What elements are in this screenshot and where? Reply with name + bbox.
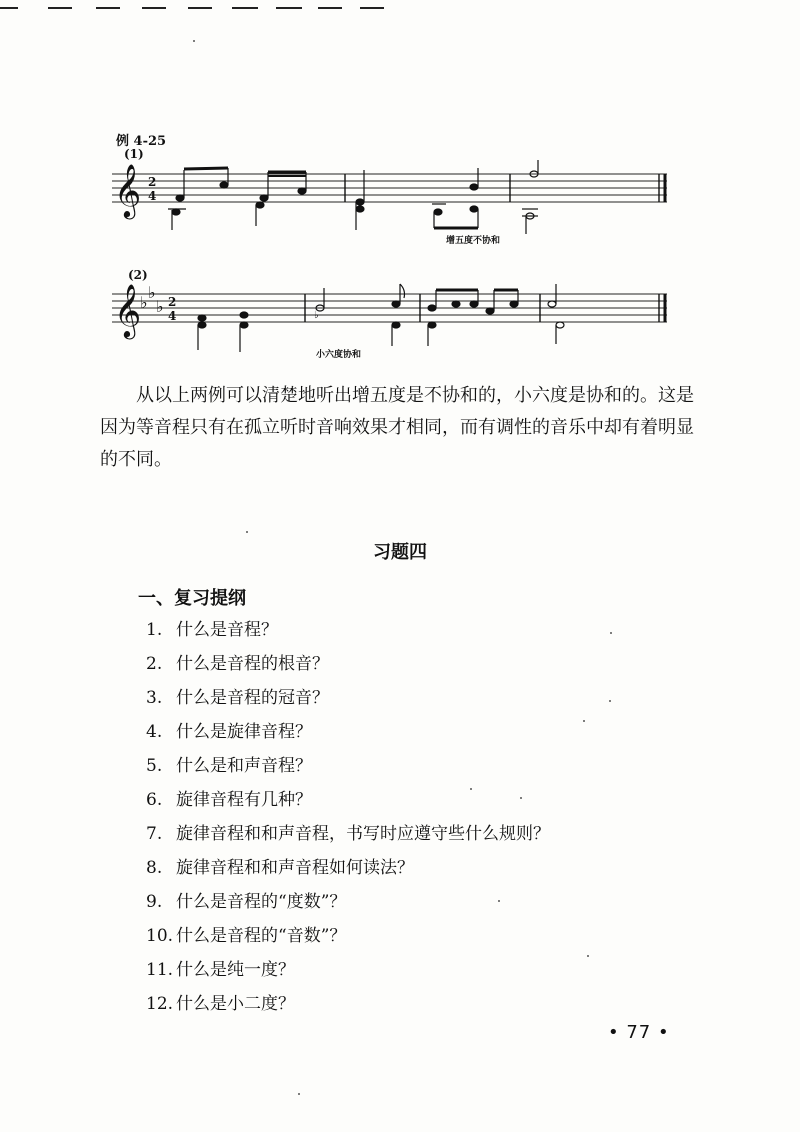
question-text: 什么是音程？ <box>176 620 278 640</box>
outline-heading: 一、复习提纲 <box>138 588 246 609</box>
scan-speck <box>587 955 589 957</box>
svg-text:♭: ♭ <box>140 293 148 312</box>
svg-text:♭: ♭ <box>314 310 319 321</box>
question-number: 4. <box>146 722 163 742</box>
scan-speck <box>498 900 500 902</box>
question-item <box>146 749 550 783</box>
example-label: 例 4-25 <box>116 134 167 149</box>
example-part1-label: (1) <box>124 147 144 161</box>
svg-text:2: 2 <box>168 295 177 309</box>
caption-augmented-fifth: 增五度不协和 <box>446 236 501 246</box>
question-text: 什么是旋律音程？ <box>176 722 312 742</box>
scan-speck <box>246 531 248 533</box>
section-title: 习题四 <box>373 542 427 563</box>
scan-speck <box>583 720 585 722</box>
scan-speck <box>298 1093 300 1095</box>
question-number: 10. <box>146 926 174 946</box>
question-number: 9. <box>146 892 163 912</box>
question-number: 11. <box>146 960 174 980</box>
question-number: 8. <box>146 858 163 878</box>
example-part2-label: (2) <box>128 268 148 282</box>
question-text: 旋律音程和和声音程如何读法？ <box>176 858 414 878</box>
question-text: 什么是纯一度？ <box>176 960 295 980</box>
question-number: 3. <box>146 688 163 708</box>
question-text: 什么是和声音程？ <box>176 756 312 776</box>
question-item <box>146 715 550 749</box>
question-item <box>146 681 550 715</box>
scan-speck <box>470 788 472 790</box>
question-number: 7. <box>146 824 163 844</box>
question-item <box>146 817 550 851</box>
scan-speck <box>610 632 612 634</box>
question-text: 什么是音程的冠音？ <box>176 688 329 708</box>
question-item <box>146 851 550 885</box>
question-item <box>146 953 550 987</box>
page-number: • 77 • <box>608 1022 670 1043</box>
scan-speck <box>609 700 611 702</box>
scan-speck <box>520 797 522 799</box>
svg-text:𝄞: 𝄞 <box>114 163 142 217</box>
music-staff-1 <box>112 160 672 240</box>
svg-text:♭: ♭ <box>156 297 164 316</box>
question-item <box>146 919 550 953</box>
question-number: 12. <box>146 994 174 1014</box>
question-list <box>146 613 550 1021</box>
top-border-rule <box>0 0 390 14</box>
question-number: 2. <box>146 654 163 674</box>
scan-speck <box>193 40 195 42</box>
question-item <box>146 885 550 919</box>
explanation-paragraph <box>100 380 700 476</box>
question-text: 旋律音程和和声音程，书写时应遵守些什么规则？ <box>176 824 550 844</box>
question-text: 什么是音程的“音数”？ <box>176 926 347 946</box>
svg-text:♭: ♭ <box>148 283 156 302</box>
question-text: 什么是小二度？ <box>176 994 295 1014</box>
caption-minor-sixth: 小六度协和 <box>316 350 362 360</box>
music-staff-2 <box>112 280 672 360</box>
svg-text:2: 2 <box>148 175 157 189</box>
question-number: 1. <box>146 620 163 640</box>
svg-text:𝄞: 𝄞 <box>114 283 142 337</box>
svg-text:4: 4 <box>148 189 157 203</box>
question-text: 什么是音程的“度数”？ <box>176 892 347 912</box>
question-number: 5. <box>146 756 163 776</box>
question-item <box>146 783 550 817</box>
question-number: 6. <box>146 790 163 810</box>
question-text: 什么是音程的根音？ <box>176 654 329 674</box>
question-item <box>146 613 550 647</box>
svg-text:4: 4 <box>168 309 177 323</box>
explanation-text: 从以上两例可以清楚地听出增五度是不协和的，小六度是协和的。这是因为等音程只有在孤立听时音响效果才相同，而有调性的音乐中却有着明显的不同。 <box>100 385 694 470</box>
question-item <box>146 987 550 1021</box>
question-text: 旋律音程有几种？ <box>176 790 312 810</box>
question-item <box>146 647 550 681</box>
